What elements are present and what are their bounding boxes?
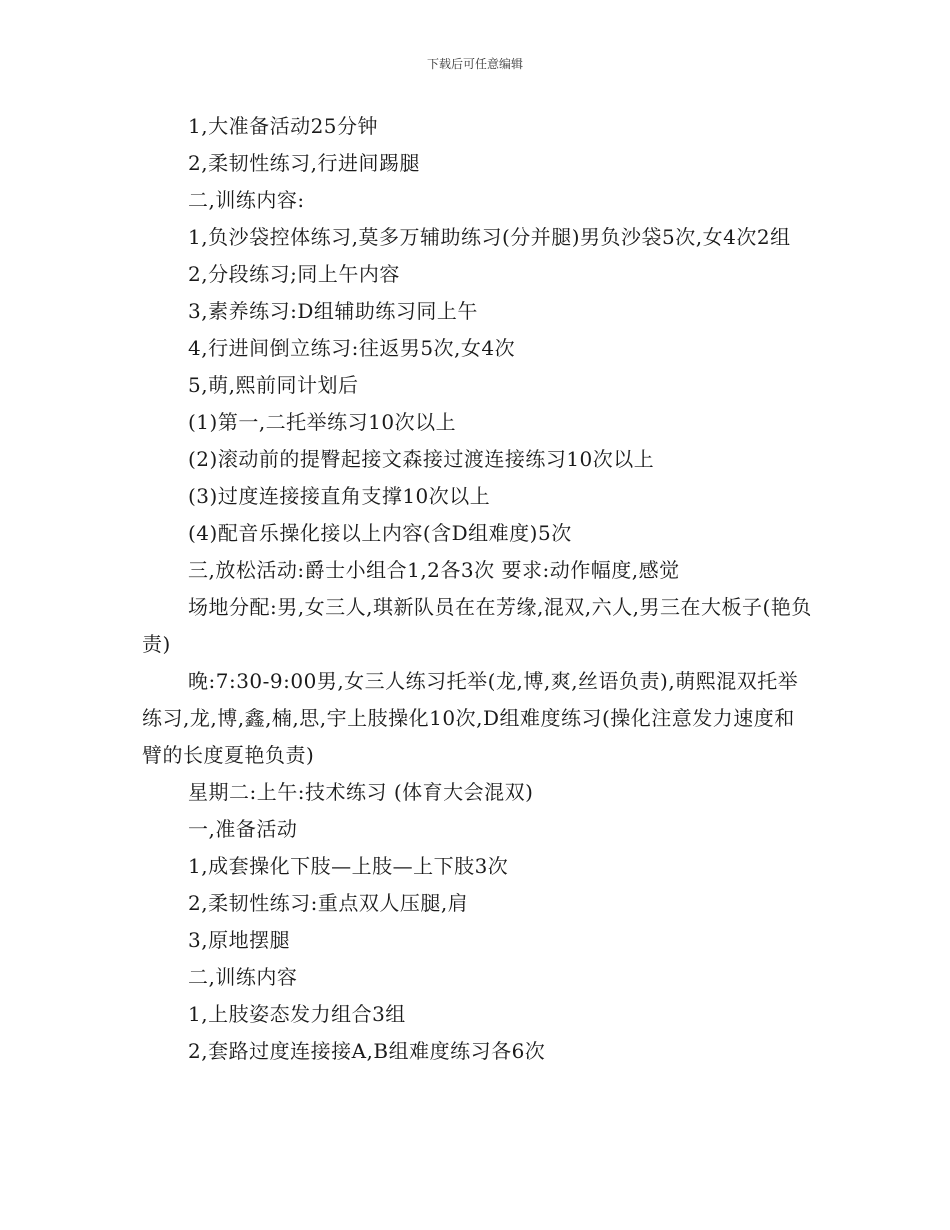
paragraph: 晚:7:30-9:00男,女三人练习托举(龙,博,爽,丝语负责),萌熙混双托举练习,龙,博,鑫,楠,思,宇上肢操化10次,D组难度练习(操化注意发力速度和臂的长度夏艳负责)	[142, 669, 799, 767]
paragraph: 2,套路过度连接接A,B组难度练习各6次	[188, 1039, 546, 1063]
paragraph: 2,柔韧性练习,行进间踢腿	[188, 151, 420, 175]
page-header-note: 下载后可任意编辑	[426, 57, 523, 71]
paragraph: 2,柔韧性练习:重点双人压腿,肩	[188, 891, 469, 915]
paragraph: (4)配音乐操化接以上内容(含D组难度)5次	[188, 521, 572, 545]
paragraph: 3,素养练习:D组辅助练习同上午	[188, 299, 478, 323]
paragraph: 5,萌,熙前同计划后	[188, 373, 359, 397]
paragraph: (1)第一,二托举练习10次以上	[188, 410, 457, 434]
paragraph: 二,训练内容:	[188, 188, 305, 212]
paragraph: 1,负沙袋控体练习,莫多万辅助练习(分并腿)男负沙袋5次,女4次2组	[188, 225, 791, 249]
paragraph: 二,训练内容	[188, 965, 298, 989]
paragraph: 1,成套操化下肢—上肢—上下肢3次	[188, 854, 509, 878]
paragraph: (3)过度连接接直角支撑10次以上	[188, 484, 491, 508]
paragraph: 1,大准备活动25分钟	[188, 114, 379, 138]
paragraph: 4,行进间倒立练习:往返男5次,女4次	[188, 336, 516, 360]
paragraph: 1,上肢姿态发力组合3组	[188, 1002, 406, 1026]
paragraph: 3,原地摆腿	[188, 928, 291, 952]
paragraph: 三,放松活动:爵士小组合1,2各3次 要求:动作幅度,感觉	[188, 558, 680, 582]
paragraph: (2)滚动前的提臀起接文森接过渡连接练习10次以上	[188, 447, 655, 471]
paragraph: 星期二:上午:技术练习 (体育大会混双)	[188, 780, 534, 804]
document-body	[142, 108, 812, 1070]
paragraph: 2,分段练习;同上午内容	[188, 262, 400, 286]
paragraph: 一,准备活动	[188, 817, 298, 841]
paragraph: 场地分配:男,女三人,琪新队员在在芳缘,混双,六人,男三在大板子(艳负责)	[142, 595, 812, 656]
